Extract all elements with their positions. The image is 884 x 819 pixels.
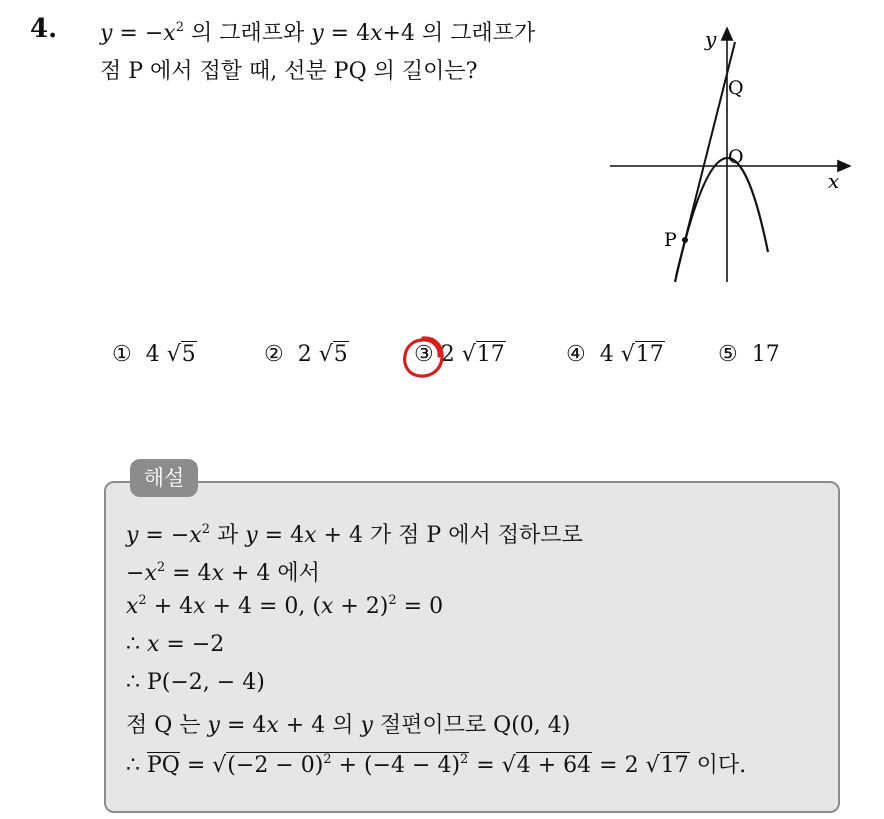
parabola-tangent-graph bbox=[600, 20, 860, 290]
choice-coef: 2 bbox=[297, 342, 312, 367]
choice-mark: ③ bbox=[414, 342, 434, 367]
text: = 4 bbox=[165, 561, 212, 586]
text: + (−4 − 4) bbox=[331, 753, 461, 778]
choice-coef: 4 bbox=[599, 342, 614, 367]
text: 절편이므로 Q(0, 4) bbox=[372, 713, 571, 738]
var: y bbox=[126, 523, 139, 548]
exponent: 2 bbox=[323, 752, 332, 767]
exponent: 2 bbox=[156, 560, 166, 575]
var: y bbox=[207, 713, 220, 738]
solution-line-1 bbox=[126, 518, 583, 549]
text: 이다. bbox=[689, 753, 747, 778]
parabola-curve bbox=[675, 158, 768, 282]
exponent: 2 bbox=[175, 20, 184, 35]
text: +4 의 그래프가 bbox=[382, 21, 536, 46]
text: + 2) bbox=[333, 594, 389, 619]
text: = 0 bbox=[396, 594, 444, 619]
label-y: y bbox=[705, 27, 717, 51]
text: 과 bbox=[210, 523, 246, 548]
question-text-line-1 bbox=[100, 16, 535, 47]
var: x bbox=[266, 713, 279, 738]
question-text-line-2: 점 P 에서 접할 때, 선분 PQ 의 길이는? bbox=[100, 59, 478, 84]
var: y bbox=[311, 21, 324, 46]
choice-1[interactable]: ① 4 √5 bbox=[112, 342, 196, 367]
text: = −2 bbox=[159, 632, 225, 657]
var: x bbox=[163, 21, 176, 46]
exponent: 2 bbox=[138, 593, 147, 608]
var: x bbox=[193, 594, 206, 619]
text: + 4 bbox=[146, 594, 194, 619]
text: − bbox=[126, 561, 145, 586]
text: = 4 bbox=[323, 21, 371, 46]
choice-coef: 2 bbox=[440, 342, 455, 367]
var: y bbox=[360, 713, 373, 738]
text: 점 Q 는 bbox=[126, 713, 208, 738]
exponent: 2 bbox=[201, 522, 210, 537]
choice-radicand: 17 bbox=[635, 342, 664, 367]
label-x: x bbox=[828, 169, 840, 193]
question-number: 4. bbox=[30, 14, 58, 44]
var: y bbox=[245, 523, 258, 548]
choice-mark: ⑤ bbox=[718, 342, 738, 367]
point-p-dot bbox=[682, 237, 688, 243]
solution-line-7 bbox=[126, 748, 746, 779]
radicand bbox=[226, 752, 469, 778]
choice-mark: ① bbox=[112, 342, 132, 367]
choice-radicand: 5 bbox=[181, 342, 196, 367]
label-p: P bbox=[664, 229, 677, 251]
var: x bbox=[147, 632, 160, 657]
radicand: 4 + 64 bbox=[516, 753, 592, 778]
solution-line-6 bbox=[126, 708, 570, 739]
solution-tag: 해설 bbox=[130, 459, 198, 497]
text: = − bbox=[138, 523, 190, 548]
exponent: 2 bbox=[388, 593, 397, 608]
var: x bbox=[211, 561, 224, 586]
choice-3[interactable]: ③ 2 √17 bbox=[414, 342, 505, 367]
text: = √ bbox=[469, 753, 516, 778]
text: + 4 의 bbox=[278, 713, 361, 738]
var: x bbox=[126, 594, 139, 619]
text: + 4 에서 bbox=[223, 561, 320, 586]
choice-5[interactable] bbox=[718, 342, 780, 367]
text: ∴ bbox=[126, 632, 147, 657]
text: ∴ bbox=[126, 753, 147, 778]
radicand: 17 bbox=[660, 753, 689, 778]
solution-line-3 bbox=[126, 594, 443, 619]
choice-radicand: 17 bbox=[476, 342, 505, 367]
solution-line-4 bbox=[126, 632, 224, 657]
text: (−2 − 0) bbox=[227, 753, 324, 778]
text: = − bbox=[112, 21, 164, 46]
segment-pq: PQ bbox=[147, 753, 180, 778]
text: = 4 bbox=[219, 713, 267, 738]
choice-coef: 4 bbox=[145, 342, 160, 367]
var: x bbox=[320, 594, 334, 619]
exponent: 2 bbox=[460, 752, 469, 767]
choice-2[interactable]: ② 2 √5 bbox=[264, 342, 348, 367]
label-o: O bbox=[728, 146, 744, 168]
var: x bbox=[144, 561, 157, 586]
text: + 4 가 점 P 에서 접하므로 bbox=[316, 523, 583, 548]
selected-answer-circle-icon bbox=[400, 334, 446, 380]
label-q: Q bbox=[728, 77, 744, 99]
text: = 4 bbox=[257, 523, 305, 548]
choice-radicand: 5 bbox=[333, 342, 348, 367]
text: = 2 √ bbox=[592, 753, 660, 778]
choice-4[interactable]: ④ 4 √17 bbox=[566, 342, 664, 367]
var: x bbox=[370, 21, 383, 46]
text: + 4 = 0, ( bbox=[205, 594, 321, 619]
var: x bbox=[189, 523, 202, 548]
var: y bbox=[100, 21, 113, 46]
var: x bbox=[304, 523, 317, 548]
text: 의 그래프와 bbox=[184, 21, 312, 46]
solution-line-2 bbox=[126, 556, 320, 587]
solution-line-5: ∴ P(−2, − 4) bbox=[126, 670, 265, 695]
choice-mark: ② bbox=[264, 342, 284, 367]
choice-mark: ④ bbox=[566, 342, 586, 367]
text: = √ bbox=[179, 753, 227, 778]
choice-value: 17 bbox=[751, 342, 780, 367]
